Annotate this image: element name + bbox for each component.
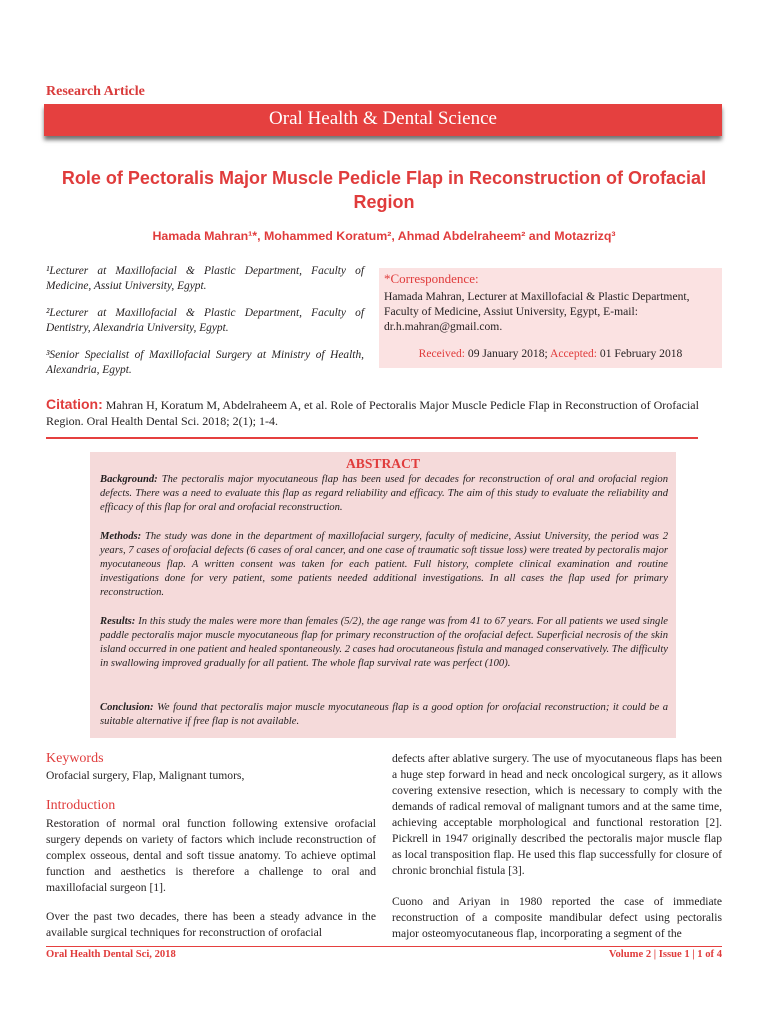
affiliation-3: ³Senior Specialist of Maxillofacial Surgery at Ministry of Health, Alexandria, Egypt. — [46, 349, 364, 376]
affiliation-1: ¹Lecturer at Maxillofacial & Plastic Department, Faculty of Medicine, Assiut University, Egypt. — [46, 265, 364, 292]
received-label: Received: — [418, 347, 465, 360]
results-text: In this study the males were more than females (5/2), the age range was from 41 to 67 years. For all patients we used single paddle pectoralis major muscle myocutaneous flap for primary reconstruction of the orofacial defect. Superficial necrosis of the skin island occurred in one patient and healed spontaneously. 2 cases had orocutaneous fistula and managed conservatively. The difficulty in swallowing improved gradually for all patient. The whole flap survival rate was perfect (100). — [100, 616, 668, 669]
conclusion-label: Conclusion: — [100, 702, 154, 713]
body-paragraph-right-1: defects after ablative surgery. The use of myocutaneous flaps has been a huge step forward in head and neck oncological surgery, as it allows covering extensive resection, which is necessary to comply with the demands of radical removal of malignant tumors and at the same time, achieving acceptable morphological and functional restoration [2]. Pickrell in 1947 originally described the pectoralis major muscle flap as local transposition flap. He used this flap successfully for closure of chronic bronchial fistula [3]. — [392, 752, 722, 877]
conclusion-text: We found that pectoralis major muscle myocutaneous flap is a good option for orofacial reconstruction; it could be a suitable alternative if free flap is not available. — [100, 702, 668, 727]
correspondence-text: Hamada Mahran, Lecturer at Maxillofacial & Plastic Department, Faculty of Medicine, Assiut University, Egypt, E-mail: dr.h.mahran@gmail.com. — [384, 290, 690, 333]
abstract-results — [100, 615, 668, 671]
introduction-paragraph-2: Over the past two decades, there has been a steady advance in the available surgical techniques for reconstruction of orofacial — [46, 910, 376, 939]
journal-name: Oral Health & Dental Science — [269, 108, 497, 129]
results-label: Results: — [100, 616, 136, 627]
keywords-text: Orofacial surgery, Flap, Malignant tumors, — [46, 769, 245, 782]
background-label: Background: — [100, 474, 158, 485]
methods-label: Methods: — [100, 531, 142, 542]
body-paragraph-right-2: Cuono and Ariyan in 1980 reported the case of immediate reconstruction of a composite mandibular defect using pectoralis major osteomyocutaneous flap, incorporating a segment of the — [392, 895, 722, 940]
article-title: Role of Pectoralis Major Muscle Pedicle Flap in Reconstruction of Orofacial Region — [61, 168, 707, 212]
introduction-paragraph-1: Restoration of normal oral function following extensive orofacial surgery depends on variety of factors which include reconstruction of complex osseous, dental and soft tissue anatomy. To achieve optimal function and aesthetics is therefore a challenge to oral and maxillofacial surgeon [1]. — [46, 817, 376, 894]
abstract-methods — [100, 530, 668, 600]
citation — [46, 396, 722, 429]
abstract-background — [100, 473, 668, 515]
introduction-heading: Introduction — [46, 798, 116, 813]
article-dates — [379, 347, 722, 360]
methods-text: The study was done in the department of maxillofacial surgery, faculty of medicine, Assiut University, the period was 2 years, 7 cases of orofacial defects (6 cases of oral cancer, and one case of traumatic soft tissue loss) were treated by pectoralis major myocutaneous flap. A written consent was taken for each patient. Full history, complete clinical examination and routine investigations done for very patient, some patients needed additional investigations. In all cases the flap used for primary reconstruction. — [100, 531, 668, 598]
footer-journal: Oral Health Dental Sci, 2018 — [46, 949, 176, 960]
footer-page-info: Volume 2 | Issue 1 | 1 of 4 — [608, 949, 722, 960]
abstract-conclusion — [100, 701, 668, 729]
citation-label: Citation: — [46, 396, 103, 412]
correspondence-heading: *Correspondence: — [384, 271, 479, 286]
footer-divider — [46, 946, 722, 947]
accepted-date: 01 February 2018 — [599, 347, 683, 360]
abstract-heading: ABSTRACT — [345, 456, 421, 471]
article-type: Research Article — [46, 84, 145, 99]
section-divider — [46, 437, 698, 439]
received-date: 09 January 2018; — [467, 347, 548, 360]
background-text: The pectoralis major myocutaneous flap has been used for decades for reconstruction of oral and orofacial region defects. There was a need to evaluate this flap as regard reliability and efficacy. The aim of this study to evaluate the reliability and efficacy of this flap for oral and orofacial reconstruction. — [100, 474, 668, 513]
affiliation-2: ²Lecturer at Maxillofacial & Plastic Department, Faculty of Dentistry, Alexandria University, Egypt. — [46, 307, 364, 334]
author-list: Hamada Mahran¹*, Mohammed Koratum², Ahmad Abdelraheem² and Motazrizq³ — [152, 229, 616, 243]
citation-text: Mahran H, Koratum M, Abdelraheem A, et al. Role of Pectoralis Major Muscle Pedicle Flap in Reconstruction of Orofacial Region. Oral Health Dental Sci. 2018; 2(1); 1-4. — [46, 398, 699, 428]
keywords-heading: Keywords — [46, 751, 104, 766]
accepted-label: Accepted: — [550, 347, 598, 360]
